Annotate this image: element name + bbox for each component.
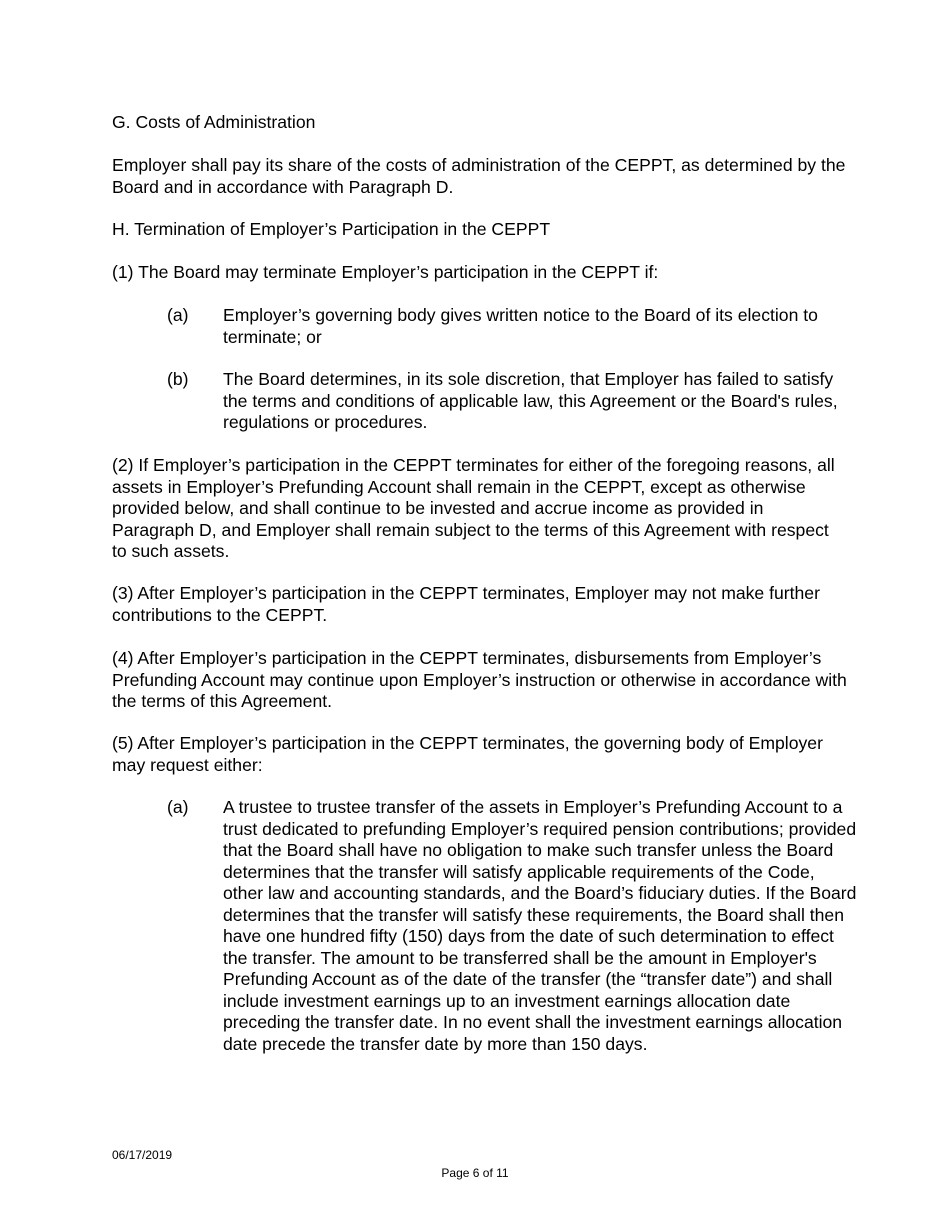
section-h-item-3: (3) After Employer’s participation in the CEPPT terminates, Employer may not make further contributions to the CEPPT. (112, 583, 820, 625)
section-h-item-5-sub-a (167, 797, 857, 1055)
sub-item-text: Employer’s governing body gives written notice to the Board of its election to terminate; or (223, 305, 818, 347)
footer-date: 06/17/2019 (112, 1148, 173, 1162)
sub-item-text: The Board determines, in its sole discretion, that Employer has failed to satisfy the terms and conditions of applicable law, this Agreement or the Board's rules, regulations or procedures. (223, 369, 838, 432)
section-h-item-5: (5) After Employer’s participation in the CEPPT terminates, the governing body of Employer may request either: (112, 733, 823, 775)
sub-item-marker: (a) (167, 305, 189, 325)
section-h-item-1-sub-b (167, 369, 857, 434)
sub-item-text: A trustee to trustee transfer of the assets in Employer’s Prefunding Account to a trust dedicated to prefunding Employer’s required pension contributions; provided that the Board shall have no obligation to make such transfer unless the Board determines that the transfer will satisfy applicable requirements of the Code, other law and accounting standards, and the Board’s fiduciary duties. If the Board determines that the transfer will satisfy these requirements, the Board shall then have one hundred fifty (150) days from the date of such determination to effect the transfer. The amount to be transferred shall be the amount in Employer's Prefunding Account as of the date of the transfer (the “transfer date”) and shall include investment earnings up to an investment earnings allocation date preceding the transfer date. In no event shall the investment earnings allocation date precede the transfer date by more than 150 days. (223, 797, 857, 1054)
sub-item-marker: (b) (167, 369, 189, 389)
section-g-paragraph: Employer shall pay its share of the costs of administration of the CEPPT, as determined by the Board and in accordance with Paragraph D. (112, 155, 846, 197)
section-h-item-1-sub-a (167, 305, 857, 348)
section-h-item-4: (4) After Employer’s participation in the CEPPT terminates, disbursements from Employer’s Prefunding Account may continue upon Employer’s instruction or otherwise in accordance with the terms of this Agreement. (112, 648, 847, 711)
section-g-heading: G. Costs of Administration (112, 112, 316, 132)
sub-item-marker: (a) (167, 797, 189, 817)
footer-page-number: Page 6 of 11 (441, 1166, 509, 1180)
section-h-item-2: (2) If Employer’s participation in the CEPPT terminates for either of the foregoing reasons, all assets in Employer’s Prefunding Account shall remain in the CEPPT, except as otherwise provided below, and shall continue to be invested and accrue income as provided in Paragraph D, and Employer shall remain subject to the terms of this Agreement with respect to such assets. (112, 455, 835, 561)
section-h-heading: H. Termination of Employer’s Participation in the CEPPT (112, 219, 551, 239)
section-h-item-1: (1) The Board may terminate Employer’s participation in the CEPPT if: (112, 262, 659, 282)
